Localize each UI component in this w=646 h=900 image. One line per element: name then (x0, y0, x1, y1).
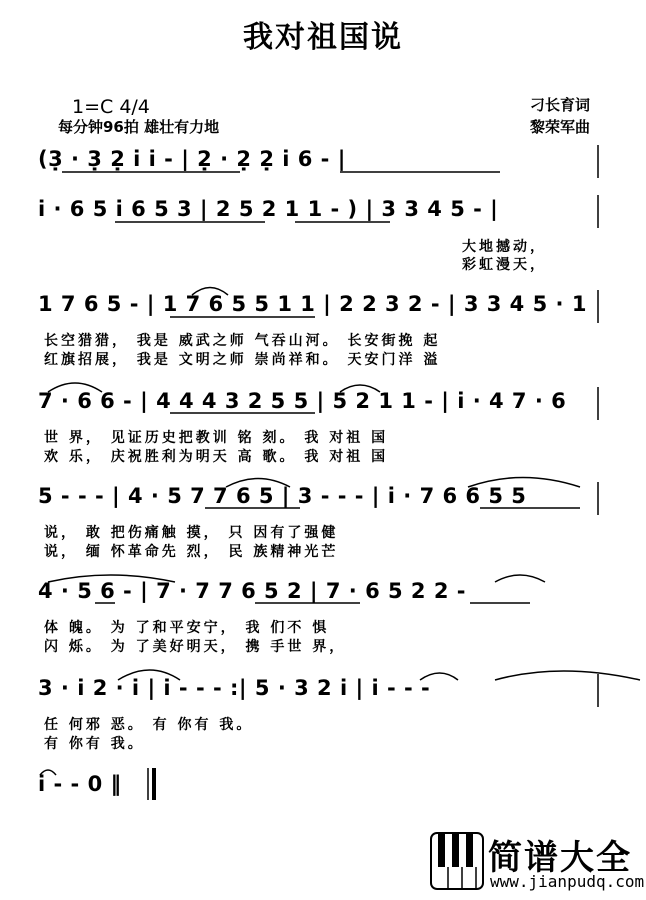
lyric-line-4-v2: 说， 缅 怀革命先 烈， 民 族精神光芒 (44, 544, 339, 560)
lyric-line-4-v1: 说， 敢 把伤痛触 摸， 只 因有了强健 (44, 525, 339, 541)
composer-credit: 黎荣军曲 (529, 118, 590, 136)
score-line-6: 4 · 5 6 - | 7 · 7 7 6 5 2 | 7 · 6 5 2 2 - (38, 579, 466, 603)
lyric-line-3-v2: 欢 乐， 庆祝胜利为明天 高 歌。 我 对祖 国 (44, 449, 389, 465)
lyricist-credit: 刁长育词 (529, 96, 590, 114)
score-line-5: 5 - - - | 4 · 5 7 7 6 5 | 3 - - - | i · 7 6 6 5 5 (38, 484, 527, 508)
key-time-signature: 1=C 4/4 (72, 96, 150, 118)
lyric-line-6-v2: 有 你有 我。 (44, 736, 145, 752)
song-title: 我对祖国说 (243, 20, 403, 55)
lyric-line-1-v1: 大地撼动， (462, 239, 547, 255)
score-line-3: 1 7 6 5 - | 1 7 6 5 5 1 1 | 2 2 3 2 - | 3 3 4 5 · 1 (38, 292, 587, 316)
watermark-url: www.jianpudq.com (490, 872, 645, 891)
score-line-7: 3 · i 2 · i | i - - - :| 5 · 3 2 i | i - - - (38, 676, 431, 700)
lyric-line-1-v2: 彩虹漫天， (462, 257, 547, 273)
piano-keys-icon (430, 832, 484, 890)
score-line-8: i - - 0 ‖ (38, 772, 122, 796)
watermark-name: 简谱大全 (488, 838, 632, 878)
lyric-line-6-v1: 任 何邪 恶。 有 你有 我。 (44, 717, 254, 733)
site-watermark (430, 830, 645, 896)
lyric-line-5-v1: 体 魄。 为 了和平安宁， 我 们不 惧 (44, 620, 330, 636)
score-line-2: i · 6 5 i 6 5 3 | 2 5 2 1 1 - ) | 3 3 4 5 - | (38, 197, 499, 221)
lyric-line-3-v1: 世 界， 见证历史把教训 铭 刻。 我 对祖 国 (44, 430, 389, 446)
tempo-marking: 每分钟96拍 雄壮有力地 (58, 118, 220, 136)
lyric-line-2-v2: 红旗招展， 我是 文明之师 崇尚祥和。 天安门洋 溢 (44, 352, 441, 368)
score-line-4: 7 · 6 6 - | 4 4 4 3 2 5 5 | 5 2 1 1 - | i · 4 7 · 6 (38, 389, 567, 413)
score-line-1: (3̣ · 3̣ 2̣ i i - | 2̣ · 2̣ 2̣ i 6 - | (38, 147, 346, 171)
lyric-line-5-v2: 闪 烁。 为 了美好明天， 携 手世 界， (44, 639, 347, 655)
lyric-line-2-v1: 长空猎猎， 我是 威武之师 气吞山河。 长安街挽 起 (44, 333, 441, 349)
